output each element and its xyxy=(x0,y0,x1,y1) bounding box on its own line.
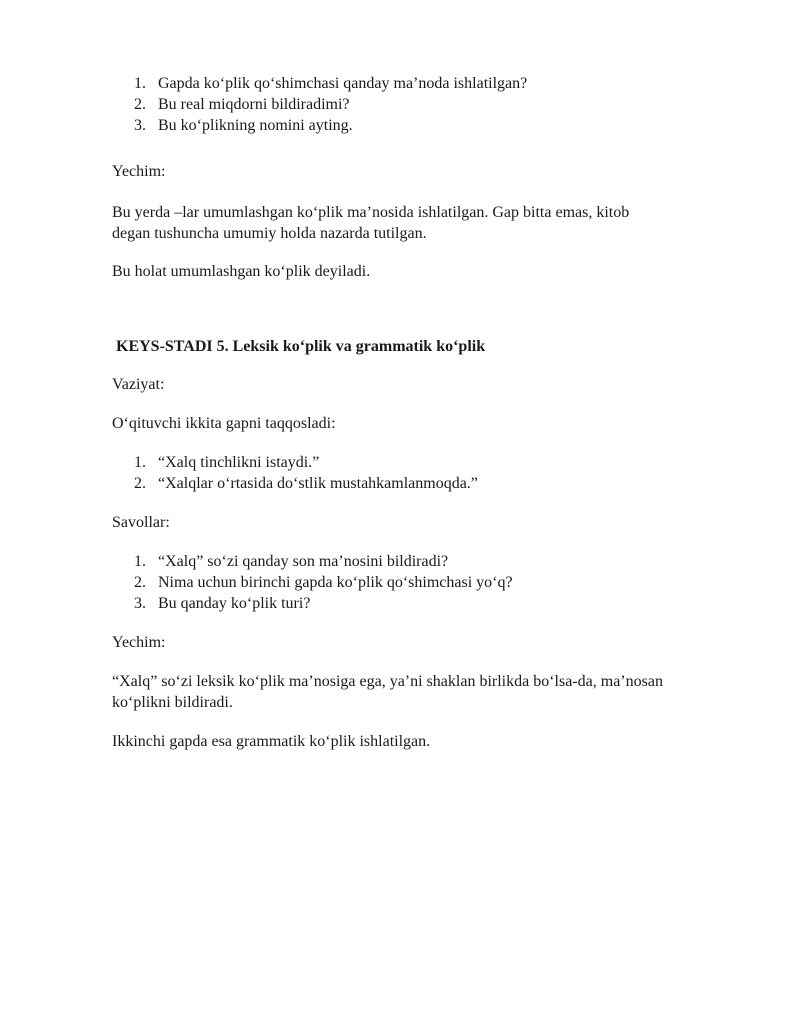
list-item xyxy=(112,593,752,614)
list-text: Bu real miqdorni bildiradimi? xyxy=(158,96,350,113)
answer-paragraph xyxy=(112,202,752,244)
list-text: “Xalq” so‘zi qanday son ma’nosini bildiradi? xyxy=(158,553,449,570)
list-item xyxy=(112,73,752,94)
answer-line: Bu yerda –lar umumlashgan ko‘plik ma’nosida ishlatilgan. Gap bitta emas, kitob xyxy=(112,204,630,221)
page-content xyxy=(112,73,752,752)
list-number: 1. xyxy=(134,454,146,471)
list-number: 1. xyxy=(134,553,146,570)
answer-line: ko‘plikni bildiradi. xyxy=(112,694,233,711)
answer-paragraph: Bu holat umumlashgan ko‘plik deyiladi. xyxy=(112,263,371,280)
list-number: 2. xyxy=(134,574,146,591)
list-item xyxy=(112,551,752,572)
vaziyat-label: Vaziyat: xyxy=(112,376,165,393)
yechim-label: Yechim: xyxy=(112,634,166,651)
list-number: 1. xyxy=(134,75,146,92)
yechim-label: Yechim: xyxy=(112,163,166,180)
list-text: Nima uchun birinchi gapda ko‘plik qo‘shimchasi yo‘q? xyxy=(158,574,513,591)
sentence-list xyxy=(112,452,752,494)
list-item xyxy=(112,572,752,593)
list-text: Bu ko‘plikning nomini ayting. xyxy=(158,117,353,134)
answer-paragraph xyxy=(112,671,752,713)
section2-question-list xyxy=(112,551,752,614)
list-number: 2. xyxy=(134,96,146,113)
list-text: “Xalqlar o‘rtasida do‘stlik mustahkamlanmoqda.” xyxy=(158,475,478,492)
list-item xyxy=(112,452,752,473)
answer-line: “Xalq” so‘zi leksik ko‘plik ma’nosiga ega, ya’ni shaklan birlikda bo‘lsa-da, ma’nosan xyxy=(112,673,663,690)
list-number: 3. xyxy=(134,595,146,612)
savollar-label: Savollar: xyxy=(112,514,170,531)
answer-paragraph: Ikkinchi gapda esa grammatik ko‘plik ishlatilgan. xyxy=(112,733,431,750)
case-study-heading: KEYS-STADI 5. Leksik ko‘plik va grammatik ko‘plik xyxy=(116,338,486,355)
list-number: 2. xyxy=(134,475,146,492)
list-item xyxy=(112,115,752,136)
section1-question-list xyxy=(112,73,752,136)
list-item xyxy=(112,473,752,494)
list-text: “Xalq tinchlikni istaydi.” xyxy=(158,454,320,471)
list-text: Gapda ko‘plik qo‘shimchasi qanday ma’noda ishlatilgan? xyxy=(158,75,528,92)
list-number: 3. xyxy=(134,117,146,134)
intro-text: O‘qituvchi ikkita gapni taqqosladi: xyxy=(112,415,336,432)
list-text: Bu qanday ko‘plik turi? xyxy=(158,595,311,612)
answer-line: degan tushuncha umumiy holda nazarda tutilgan. xyxy=(112,225,427,242)
list-item xyxy=(112,94,752,115)
